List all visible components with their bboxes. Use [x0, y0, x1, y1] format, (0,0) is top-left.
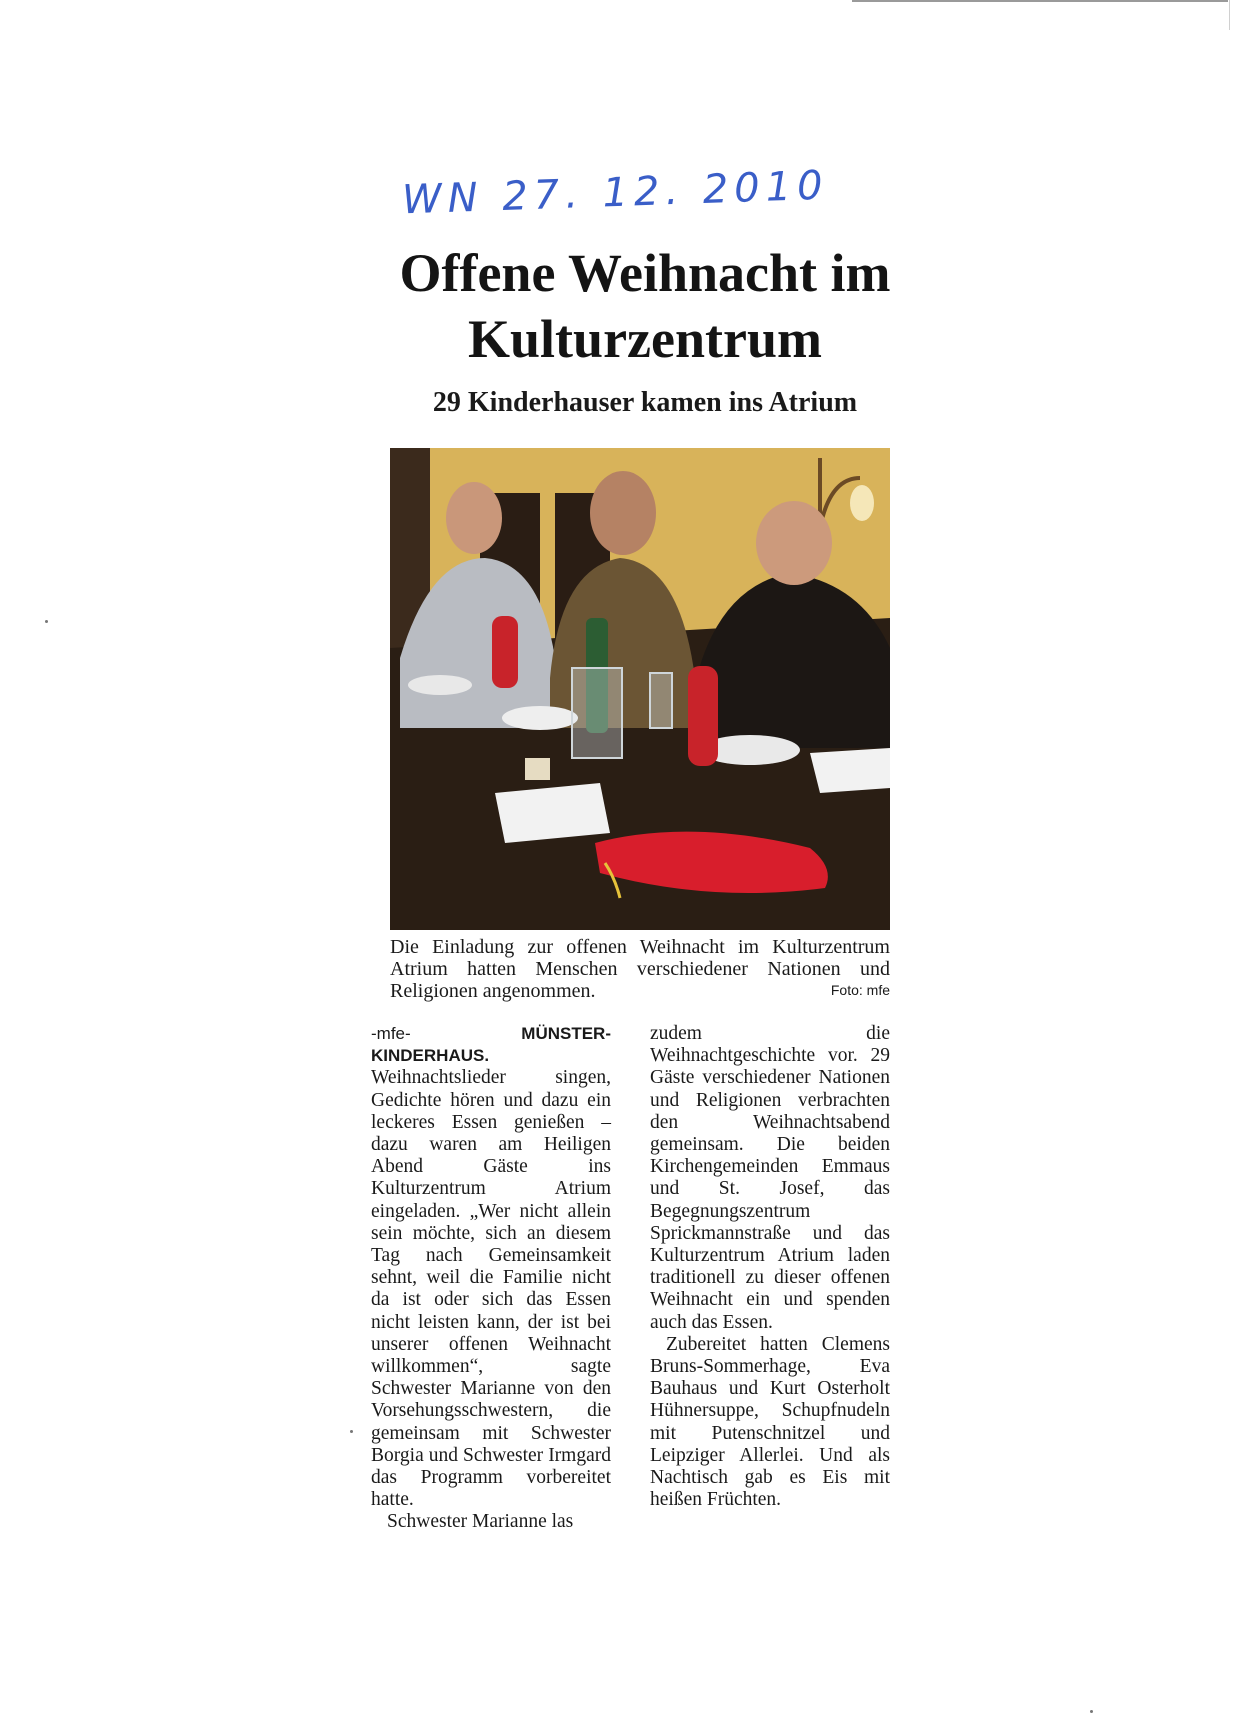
- photo-napkin: [495, 783, 610, 843]
- photo-illustration: [390, 448, 890, 930]
- photo-plate: [408, 675, 472, 695]
- article-subheadline: 29 Kinderhauser kamen ins Atrium: [432, 387, 858, 418]
- photo-candle: [525, 758, 550, 780]
- photo-person-left-head: [446, 482, 502, 554]
- scan-edge-mark: [1229, 0, 1230, 30]
- scan-speck: [1090, 1710, 1093, 1713]
- article-dateline: MÜNSTER-KINDERHAUS.: [371, 1024, 611, 1066]
- article-headline: Offene Weihnacht im Kulturzentrum: [399, 243, 891, 369]
- article-body-paragraph: Zubereitet hatten Clemens Bruns-Sommerhage, Eva Bauhaus und Kurt Osterholt Hühnersuppe, Schupfnudeln mit Putenschnitzel und Leipziger Allerlei. Und als Nachtisch gab es Eis mit heißen Früchten.: [650, 1333, 890, 1511]
- photo-person-right-head: [756, 501, 832, 585]
- article-body-text: Weihnachtslieder singen, Gedichte hören und dazu ein leckeres Essen genießen – dazu waren am Heiligen Abend Gäste ins Kulturzentrum Atrium eingeladen. „Wer nicht allein sein möchte, sich an diesem Tag nach Gemeinsamkeit sehnt, weil die Familie nicht da ist oder sich das Essen nicht leisten kann, der ist bei unserer offenen Weihnacht willkommen“, sagte Schwester Marianne von den Vorsehungsschwestern, die gemeinsam mit Schwester Borgia und Schwester Irmgard das Programm vorbereitet hatte.: [371, 1067, 611, 1511]
- article-body-continuation: Schwester Marianne las: [387, 1511, 574, 1533]
- scan-speck: [350, 1430, 353, 1433]
- article-body-paragraph: zudem die Weihnachtgeschichte vor. 29 Gäste verschiedener Nationen und Religionen verbrachten den Weihnachtsabend gemeinsam. Die beiden Kirchengemeinden Emmaus und St. Josef, das Begegnungszentrum Sprickmannstraße und das Kulturzentrum Atrium laden traditionell zu dieser offenen Weihnacht ein und spenden auch das Essen.: [650, 1023, 890, 1333]
- photo-credit: Foto: mfe: [830, 982, 890, 998]
- photo-glass: [650, 673, 672, 728]
- article-photo: [390, 448, 890, 930]
- photo-plate: [502, 706, 578, 730]
- article-column-2: [650, 1023, 890, 1511]
- article-column-1: [371, 1023, 611, 1534]
- article-author: -mfe-: [371, 1024, 411, 1043]
- scan-border-line: [852, 0, 1228, 2]
- photo-lamp-bulb: [850, 485, 874, 521]
- photo-napkin: [810, 748, 890, 793]
- photo-chocolate-santa: [688, 666, 718, 766]
- handwritten-date: WN 27. 12. 2010: [401, 162, 830, 224]
- photo-person-center-head: [590, 471, 656, 555]
- photo-caption: Die Einladung zur offenen Weihnacht im Kulturzentrum Atrium hatten Menschen verschiedener Nationen und Religionen angenommen.: [390, 936, 890, 1002]
- photo-glass: [572, 668, 622, 758]
- scan-speck: [45, 620, 48, 623]
- photo-chocolate-santa: [492, 616, 518, 688]
